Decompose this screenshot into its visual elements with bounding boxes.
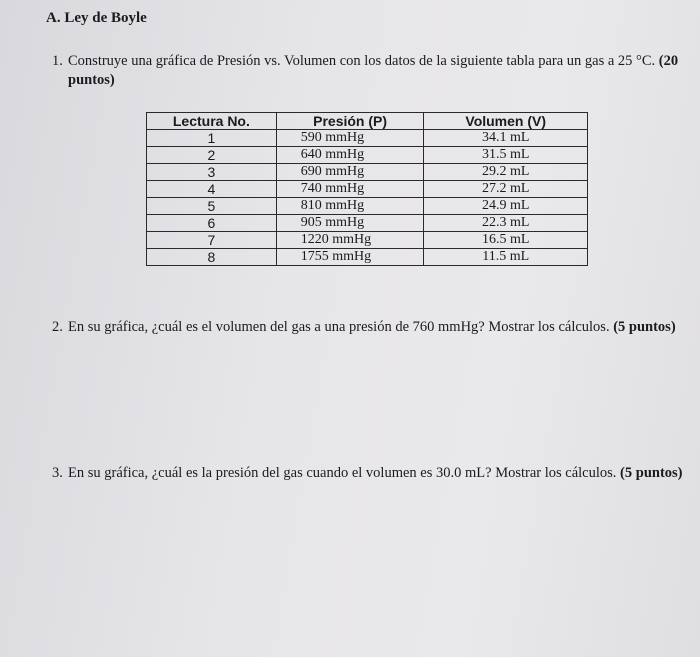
header-lectura: Lectura No. — [147, 113, 277, 130]
cell-presion: 1755 mmHg — [276, 249, 424, 266]
question-3-number: 3. — [52, 465, 63, 481]
table-row — [147, 164, 588, 181]
question-3-points: (5 puntos) — [620, 465, 683, 481]
cell-presion: 640 mmHg — [276, 147, 424, 164]
cell-presion: 905 mmHg — [276, 215, 424, 232]
table-row — [147, 215, 588, 232]
table-row — [147, 249, 588, 266]
data-table — [146, 112, 588, 266]
cell-volumen: 11.5 mL — [424, 249, 588, 266]
header-volumen: Volumen (V) — [424, 113, 588, 130]
table-header-row — [147, 113, 588, 130]
cell-lectura: 3 — [147, 164, 277, 181]
cell-lectura: 5 — [147, 198, 277, 215]
question-1-text: Construye una gráfica de Presión vs. Volumen con los datos de la siguiente tabla para un gas a 25 °C. — [68, 53, 656, 69]
table-row — [147, 232, 588, 249]
question-2-number: 2. — [52, 319, 63, 335]
question-1-number: 1. — [52, 53, 63, 69]
question-1 — [52, 52, 682, 90]
question-2-body — [52, 318, 687, 337]
cell-volumen: 27.2 mL — [424, 181, 588, 198]
cell-presion: 690 mmHg — [276, 164, 424, 181]
cell-volumen: 31.5 mL — [424, 147, 588, 164]
section-title: A. Ley de Boyle — [46, 10, 147, 26]
cell-presion: 590 mmHg — [276, 130, 424, 147]
table-row — [147, 198, 588, 215]
cell-presion: 740 mmHg — [276, 181, 424, 198]
cell-lectura: 2 — [147, 147, 277, 164]
cell-lectura: 6 — [147, 215, 277, 232]
question-2-points: (5 puntos) — [613, 319, 676, 335]
question-2-text: En su gráfica, ¿cuál es el volumen del gas a una presión de 760 mmHg? Mostrar los cálculos. — [68, 319, 610, 335]
cell-lectura: 7 — [147, 232, 277, 249]
question-1-points: (20 puntos) — [68, 53, 679, 88]
cell-lectura: 1 — [147, 130, 277, 147]
cell-lectura: 8 — [147, 249, 277, 266]
table-row — [147, 130, 588, 147]
cell-volumen: 29.2 mL — [424, 164, 588, 181]
question-2 — [52, 318, 687, 337]
table-row — [147, 147, 588, 164]
question-3-text: En su gráfica, ¿cuál es la presión del gas cuando el volumen es 30.0 mL? Mostrar los cálculos. — [68, 465, 617, 481]
cell-presion: 1220 mmHg — [276, 232, 424, 249]
question-3 — [52, 464, 692, 483]
cell-volumen: 16.5 mL — [424, 232, 588, 249]
cell-volumen: 22.3 mL — [424, 215, 588, 232]
question-3-body — [52, 464, 692, 483]
cell-volumen: 24.9 mL — [424, 198, 588, 215]
cell-presion: 810 mmHg — [276, 198, 424, 215]
cell-lectura: 4 — [147, 181, 277, 198]
cell-volumen: 34.1 mL — [424, 130, 588, 147]
header-presion: Presión (P) — [276, 113, 424, 130]
question-1-body — [52, 52, 682, 90]
table-row — [147, 181, 588, 198]
